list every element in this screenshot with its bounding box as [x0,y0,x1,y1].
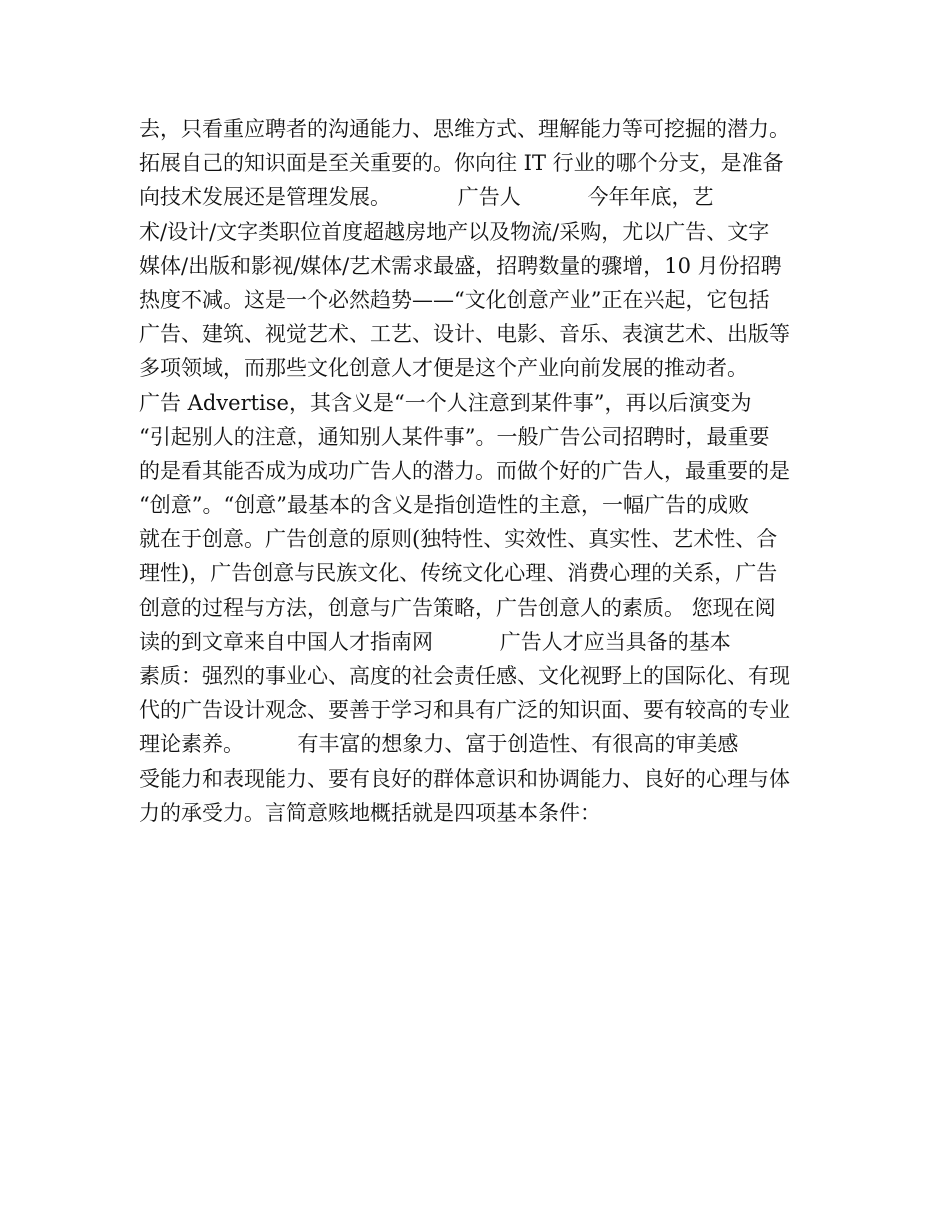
text-line: 代的广告设计观念、要善于学习和具有广泛的知识面、要有较高的专业 [139,698,790,723]
text-line: 读的到文章来自中国人才指南网 广告人才应当具备的基本 [139,629,731,654]
text-line: 广告、建筑、视觉艺术、工艺、设计、电影、音乐、表演艺术、出版等 [139,322,790,347]
text-line: 多项领域，而那些文化创意人才便是这个产业向前发展的推动者。 [139,356,748,381]
text-line: “引起别人的注意，通知别人某件事”。一般广告公司招聘时，最重要 [139,424,770,449]
text-line: 拓展自己的知识面是至关重要的。你向往 IT 行业的哪个分支，是准备 [139,151,784,176]
text-line: 理性)，广告创意与民族文化、传统文化心理、消费心理的关系，广告 [139,561,778,586]
text-line: 力的承受力。言简意赅地概括就是四项基本条件： [139,800,601,825]
text-line: 受能力和表现能力、要有良好的群体意识和协调能力、良好的心理与体 [139,766,790,791]
text-line: 素质：强烈的事业心、高度的社会责任感、文化视野上的国际化、有现 [139,664,790,688]
text-line: 向技术发展还是管理发展。 广告人 今年年底，艺 [139,185,714,210]
text-line: 广告 Advertise，其含义是“一个人注意到某件事”，再以后演变为 [139,390,752,415]
text-line: 去，只看重应聘者的沟通能力、思维方式、理解能力等可挖掘的潜力。 [139,117,790,141]
text-line: 媒体/出版和影视/媒体/艺术需求最盛，招聘数量的骤增，10 月份招聘 [139,253,782,278]
body-text [139,112,819,830]
text-line: 就在于创意。广告创意的原则(独特性、实效性、真实性、艺术性、合 [139,527,778,552]
text-line: 热度不减。这是一个必然趋势——“文化创意产业”正在兴起，它包括 [139,287,770,312]
text-line: 术/设计/文字类职位首度超越房地产以及物流/采购，尤以广告、文字 [139,219,770,244]
text-line: 理论素养。 有丰富的想象力、富于创造性、有很高的审美感 [139,732,739,757]
text-line: 的是看其能否成为成功广告人的潜力。而做个好的广告人，最重要的是 [139,458,790,483]
text-line: 创意的过程与方法，创意与广告策略，广告创意人的素质。 您现在阅 [139,595,776,620]
text-line: “创意”。“创意”最基本的含义是指创造性的主意，一幅广告的成败 [139,493,749,518]
